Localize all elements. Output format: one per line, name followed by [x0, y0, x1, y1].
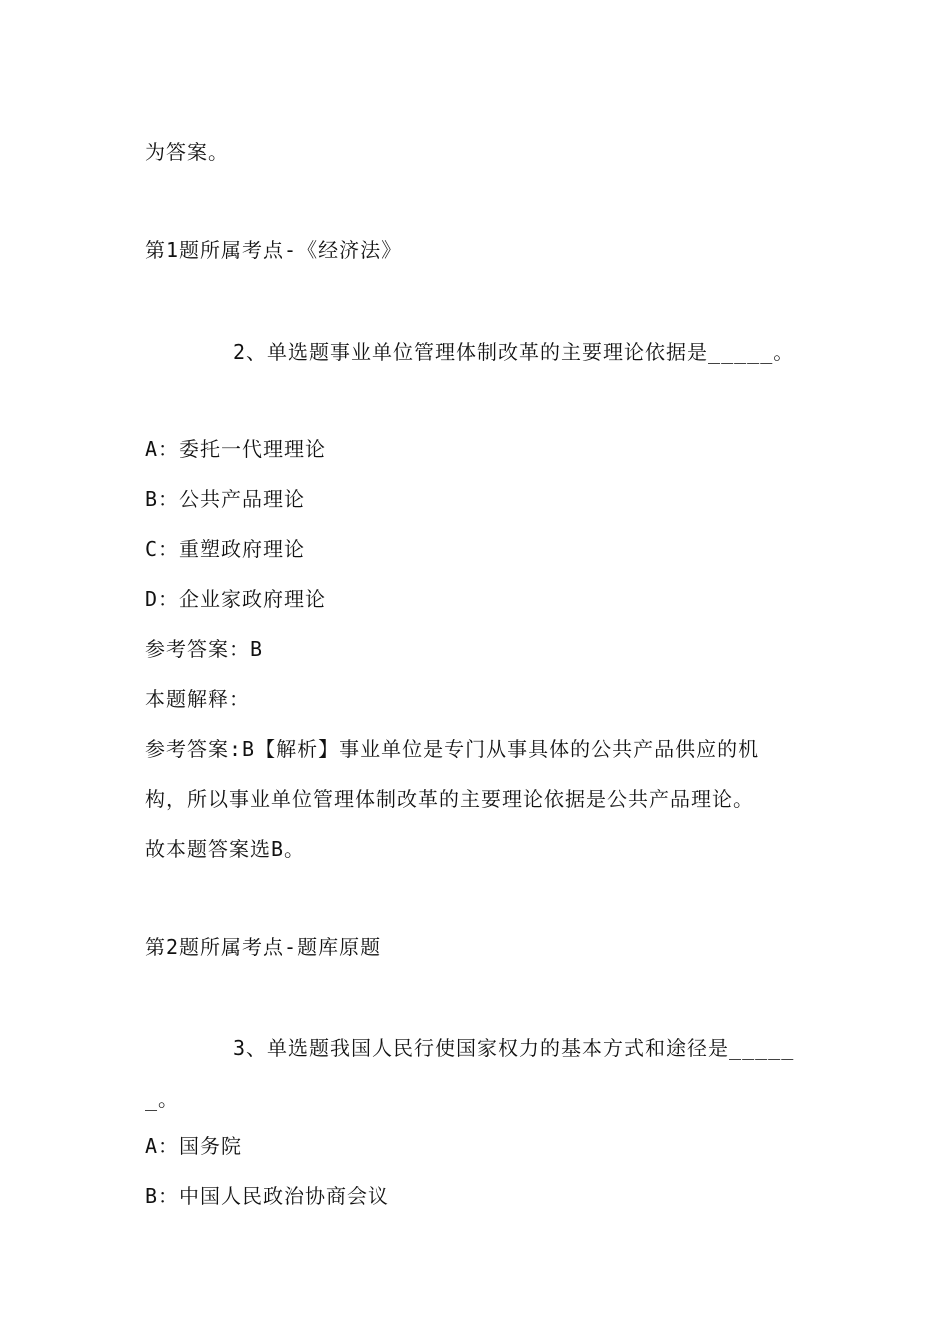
option-b: B：中国人民政治协商会议	[145, 1184, 390, 1208]
reference-answer: 参考答案：B	[145, 637, 264, 661]
explanation-line-3: 故本题答案选B。	[145, 837, 306, 861]
explanation-line-1: 参考答案:B【解析】事业单位是专门从事具体的公共产品供应的机	[145, 737, 760, 761]
explanation-line-2: 构，所以事业单位管理体制改革的主要理论依据是公共产品理论。	[145, 787, 754, 811]
question-2-stem: 2、单选题事业单位管理体制改革的主要理论依据是_____。	[233, 340, 795, 364]
option-b: B：公共产品理论	[145, 487, 306, 511]
explanation-heading: 本题解释：	[145, 687, 250, 711]
question-3-stem-cont: _。	[145, 1087, 180, 1111]
option-a: A：国务院	[145, 1134, 243, 1158]
option-a: A：委托一代理理论	[145, 437, 327, 461]
question-3-stem: 3、单选题我国人民行使国家权力的基本方式和途径是_____	[233, 1036, 795, 1060]
option-d: D：企业家政府理论	[145, 587, 327, 611]
option-c: C：重塑政府理论	[145, 537, 306, 561]
knowledge-point-q1: 第1题所属考点-《经济法》	[145, 238, 403, 262]
text-line-answer-tail: 为答案。	[145, 140, 229, 164]
knowledge-point-q2: 第2题所属考点-题库原题	[145, 935, 382, 959]
